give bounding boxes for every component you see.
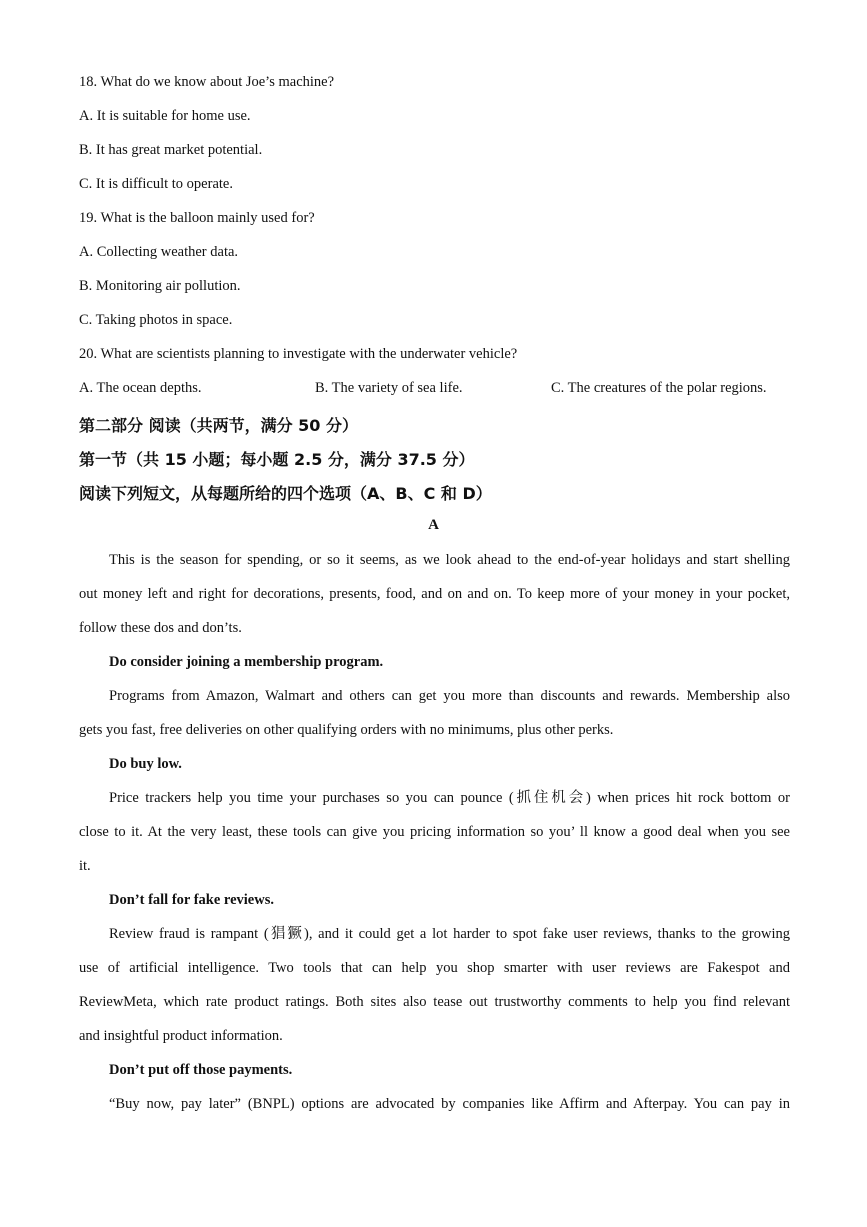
payments-line-1: “Buy now, pay later” (BNPL) options are advocated by companies like Affirm and Afterpay. You can pay in	[109, 1096, 790, 1112]
question-18-option-a: A. It is suitable for home use.	[79, 108, 251, 124]
question-20-option-c: C. The creatures of the polar regions.	[551, 380, 767, 396]
part-title: 第二部分 阅读（共两节，满分 50 分）	[79, 416, 358, 435]
heading-payments: Don’t put off those payments.	[109, 1062, 293, 1078]
question-18-option-c: C. It is difficult to operate.	[79, 176, 233, 192]
buy-low-line-1: Price trackers help you time your purchases so you can pounce (抓住机会) when prices hit rock bottom or	[109, 790, 790, 806]
intro-line-3: follow these dos and don’ts.	[79, 620, 242, 636]
question-18-option-b: B. It has great market potential.	[79, 142, 263, 158]
heading-membership: Do consider joining a membership program.	[109, 654, 384, 670]
fake-reviews-line-2: use of artificial intelligence. Two tools that can help you shop smarter with user reviews are Fakespot and	[79, 960, 790, 976]
question-19-option-c: C. Taking photos in space.	[79, 312, 233, 328]
buy-low-line-3: it.	[79, 858, 91, 874]
question-20-option-a: A. The ocean depths.	[79, 380, 202, 396]
membership-line-2: gets you fast, free deliveries on other qualifying orders with no minimums, plus other perks.	[79, 722, 614, 738]
fake-reviews-line-4: and insightful product information.	[79, 1028, 283, 1044]
heading-buy-low: Do buy low.	[109, 756, 182, 772]
passage-body	[79, 543, 790, 1121]
instruction: 阅读下列短文，从每题所给的四个选项（A、B、C 和 D）	[79, 484, 492, 503]
question-20-option-b: B. The variety of sea life.	[315, 380, 463, 396]
passage-label: A	[428, 517, 439, 533]
question-19-option-b: B. Monitoring air pollution.	[79, 278, 241, 294]
question-20-stem: 20. What are scientists planning to investigate with the underwater vehicle?	[79, 346, 518, 362]
question-18-stem: 18. What do we know about Joe’s machine?	[79, 74, 335, 90]
question-19-option-a: A. Collecting weather data.	[79, 244, 239, 260]
subsection-title: 第一节（共 15 小题；每小题 2.5 分，满分 37.5 分）	[79, 450, 475, 469]
intro-line-2: out money left and right for decorations, presents, food, and on and on. To keep more of your money in your pocket,	[79, 586, 790, 602]
heading-fake-reviews: Don’t fall for fake reviews.	[109, 892, 274, 908]
membership-line-1: Programs from Amazon, Walmart and others can get you more than discounts and rewards. Membership also	[109, 688, 790, 704]
buy-low-line-2: close to it. At the very least, these tools can give you pricing information so you’ ll know a good deal when you see	[79, 824, 790, 840]
intro-line-1: This is the season for spending, or so it seems, as we look ahead to the end-of-year holidays and start shelling	[109, 552, 790, 568]
fake-reviews-line-1: Review fraud is rampant (猖獗), and it could get a lot harder to spot fake user reviews, thanks to the growing	[109, 926, 790, 942]
fake-reviews-line-3: ReviewMeta, which rate product ratings. Both sites also tease out trustworthy comments to help you find relevant	[79, 994, 790, 1010]
question-19-stem: 19. What is the balloon mainly used for?	[79, 210, 315, 226]
